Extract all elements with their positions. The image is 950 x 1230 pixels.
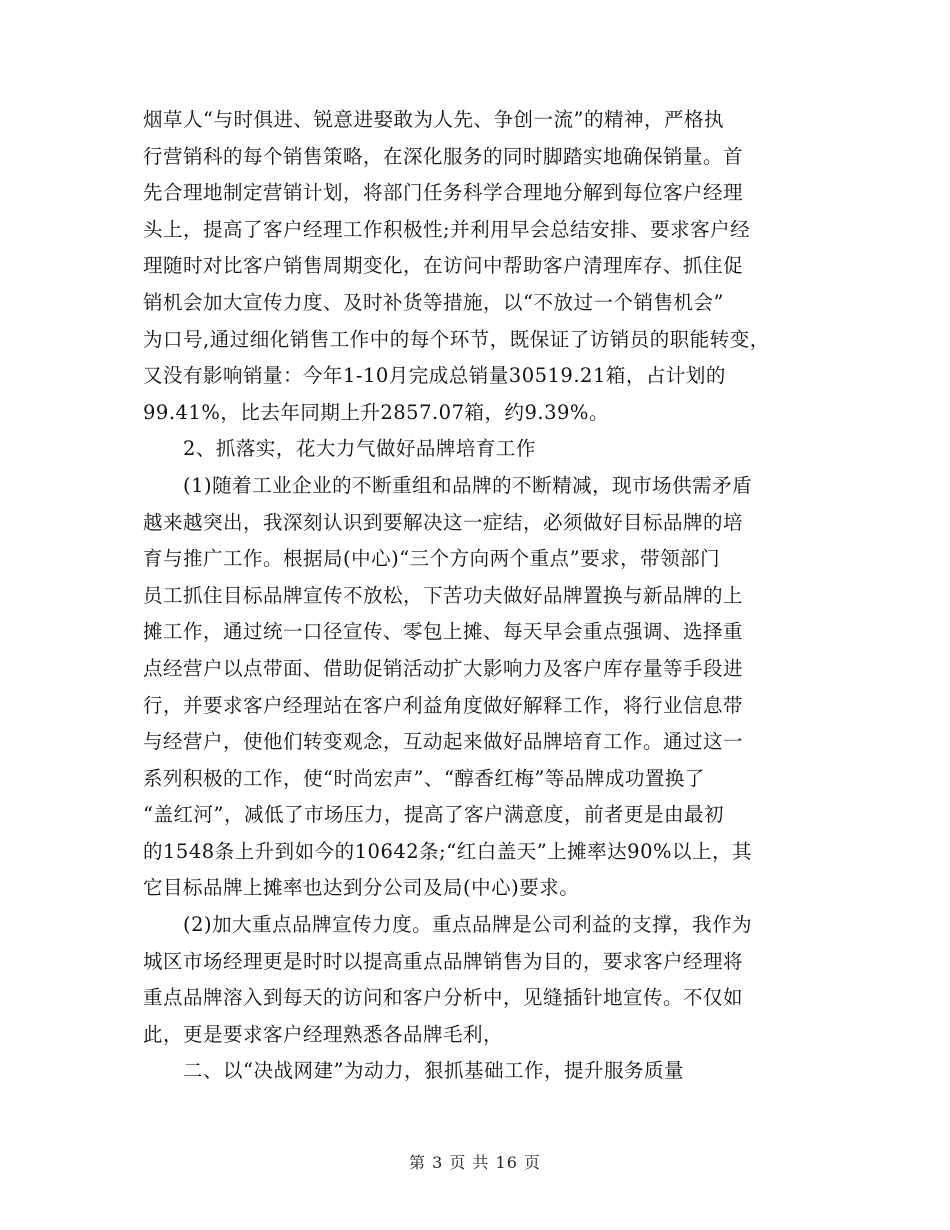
- text-line: 员工抓住目标品牌宣传不放松，下苦功夫做好品牌置换与新品牌的上: [143, 583, 744, 607]
- text-line: 城区市场经理更是时时以提高重点品牌销售为目的，要求客户经理将: [143, 949, 744, 973]
- text-line: 育与推广工作。根据局(中心)“三个方向两个重点”要求，带领部门: [143, 547, 721, 571]
- text-line: 此，更是要求客户经理熟悉各品牌毛利，: [143, 1022, 504, 1046]
- text-line: 先合理地制定营销计划，将部门任务科学合理地分解到每位客户经理: [143, 181, 744, 205]
- text-line: 系列积极的工作，使“时尚宏声”、“醇香红梅”等品牌成功置换了: [143, 766, 705, 790]
- text-line: 它目标品牌上摊率也达到分公司及局(中心)要求。: [143, 876, 580, 900]
- paragraph-start: (2)加大重点品牌宣传力度。重点品牌是公司利益的支撑，我作为: [183, 913, 753, 937]
- text-line: 烟草人“与时俱进、锐意进娶敢为人先、争创一流”的精神，严格执: [143, 108, 724, 131]
- page-footer: 第 3 页 共 16 页: [409, 1153, 541, 1172]
- text-line: 理随时对比客户销售周期变化，在访问中帮助客户清理库存、抓住促: [143, 254, 744, 278]
- text-line: 摊工作，通过统一口径宣传、零包上摊、每天早会重点强调、选择重: [143, 620, 744, 644]
- text-line: 与经营户，使他们转变观念，互动起来做好品牌培育工作。通过这一: [143, 730, 744, 754]
- text-line: 头上，提高了客户经理工作积极性;并利用早会总结安排、要求客户经: [143, 217, 751, 241]
- section-heading: 2、抓落实，花大力气做好品牌培育工作: [183, 437, 536, 461]
- text-line: 点经营户以点带面、借助促销活动扩大影响力及客户库存量等手段进: [143, 656, 744, 680]
- body-text: [143, 102, 813, 1090]
- paragraph-start: (1)随着工业企业的不断重组和品牌的不断精减，现市场供需矛盾: [183, 473, 753, 497]
- text-line: 行，并要求客户经理站在客户利益角度做好解释工作，将行业信息带: [143, 693, 744, 717]
- text-line: 销机会加大宣传力度、及时补货等措施，以“不放过一个销售机会”: [143, 290, 724, 314]
- text-line: 又没有影响销量：今年1-10月完成总销量30519.21箱，占计划的: [143, 364, 726, 388]
- text-line: 越来越突出，我深刻认识到要解决这一症结，必须做好目标品牌的培: [143, 510, 744, 534]
- text-line: 的1548条上升到如今的10642条;“红白盖天”上摊率达90%以上，其: [143, 839, 753, 863]
- text-line: “盖红河”，减低了市场压力，提高了客户满意度，前者更是由最初: [143, 803, 724, 827]
- text-line: 行营销科的每个销售策略，在深化服务的同时脚踏实地确保销量。首: [143, 144, 744, 168]
- text-line: 为口号,通过细化销售工作中的每个环节，既保证了访销员的职能转变，: [143, 327, 770, 351]
- text-line: 99.41%，比去年同期上升2857.07箱，约9.39%。: [143, 400, 609, 424]
- section-heading: 二、以“决战网建”为动力，狠抓基础工作，提升服务质量: [183, 1059, 684, 1083]
- text-line: 重点品牌溶入到每天的访问和客户分析中，见缝插针地宣传。不仅如: [143, 986, 744, 1010]
